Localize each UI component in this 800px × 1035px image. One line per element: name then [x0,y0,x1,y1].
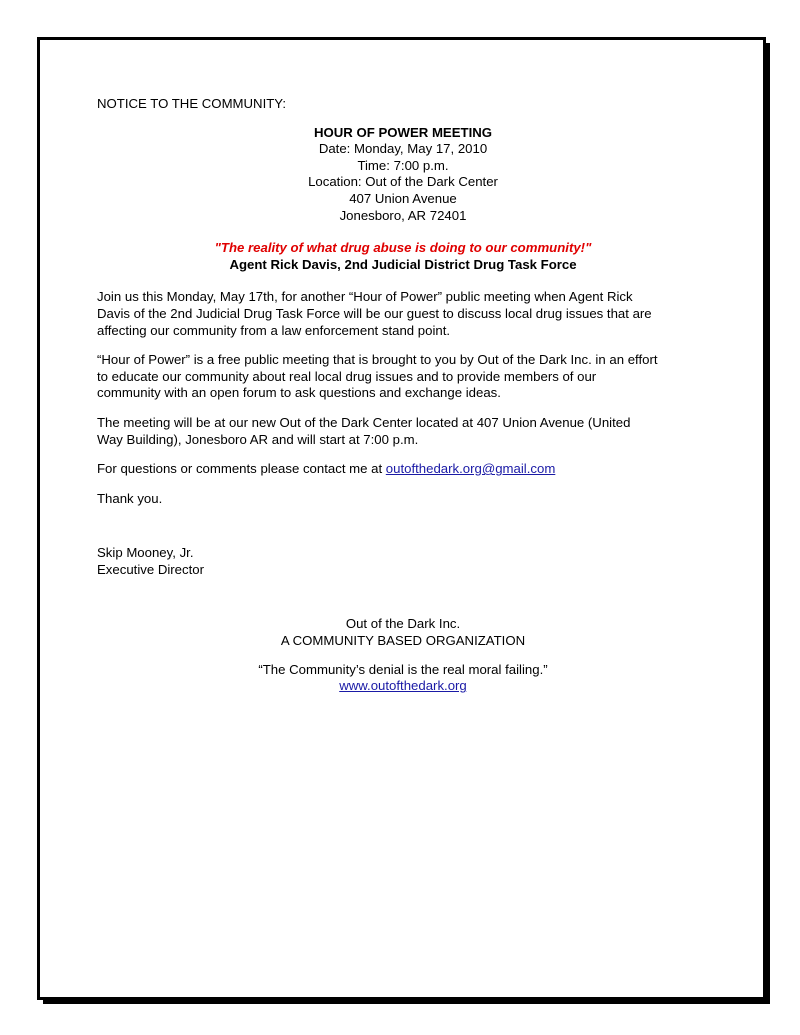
paragraph-line: Davis of the 2nd Judicial Drug Task Force will be our guest to discuss local drug issues that are [97,305,652,321]
paragraph-intro [97,289,709,339]
meeting-address-line2: Jonesboro, AR 72401 [339,207,467,223]
paragraph-line: Join us this Monday, May 17th, for another “Hour of Power” public meeting when Agent Rick [97,289,633,305]
thanks-text: Thank you. [97,490,163,506]
meeting-address-line1: 407 Union Avenue [349,190,457,206]
meeting-details [97,125,709,225]
paragraph-about [97,352,709,402]
footer-website-link[interactable]: www.outofthedark.org [339,678,467,694]
paragraph-line: to educate our community about real local drug issues and to provide members of our [97,368,597,384]
contact-prefix: For questions or comments please contact me at [97,461,386,477]
meeting-time: Time: 7:00 p.m. [357,157,449,173]
paragraph-contact [97,461,709,478]
meeting-title: HOUR OF POWER MEETING [313,124,493,140]
footer-tagline: A COMMUNITY BASED ORGANIZATION [280,633,526,649]
topic-block [97,240,709,273]
paragraph-line: community with an open forum to ask questions and exchange ideas. [97,385,501,401]
footer-org: Out of the Dark Inc. [345,616,461,632]
footer-slogan: “The Community’s denial is the real moral failing.” [258,661,548,677]
signature-block [97,545,709,578]
topic-quote: "The reality of what drug abuse is doing to our community!" [214,240,592,256]
paragraph-venue [97,415,709,448]
meeting-location: Location: Out of the Dark Center [308,174,498,190]
paragraph-line: Way Building), Jonesboro AR and will start at 7:00 p.m. [97,431,419,447]
paragraph-line: “Hour of Power” is a free public meeting that is brought to you by Out of the Dark Inc. in an effort [97,352,658,368]
paragraph-line: The meeting will be at our new Out of the Dark Center located at 407 Union Avenue (United [97,414,631,430]
signature-name: Skip Mooney, Jr. [97,545,194,561]
document-content [97,96,709,695]
topic-speaker: Agent Rick Davis, 2nd Judicial District Drug Task Force [229,256,577,272]
paragraph-line: affecting our community from a law enforcement stand point. [97,322,451,338]
document-page [37,37,766,1000]
footer-block [97,616,709,694]
contact-email-link[interactable]: outofthedark.org@gmail.com [385,461,556,477]
meeting-date: Date: Monday, May 17, 2010 [318,141,488,157]
signature-role: Executive Director [97,561,205,577]
notice-heading: NOTICE TO THE COMMUNITY: [97,96,287,111]
